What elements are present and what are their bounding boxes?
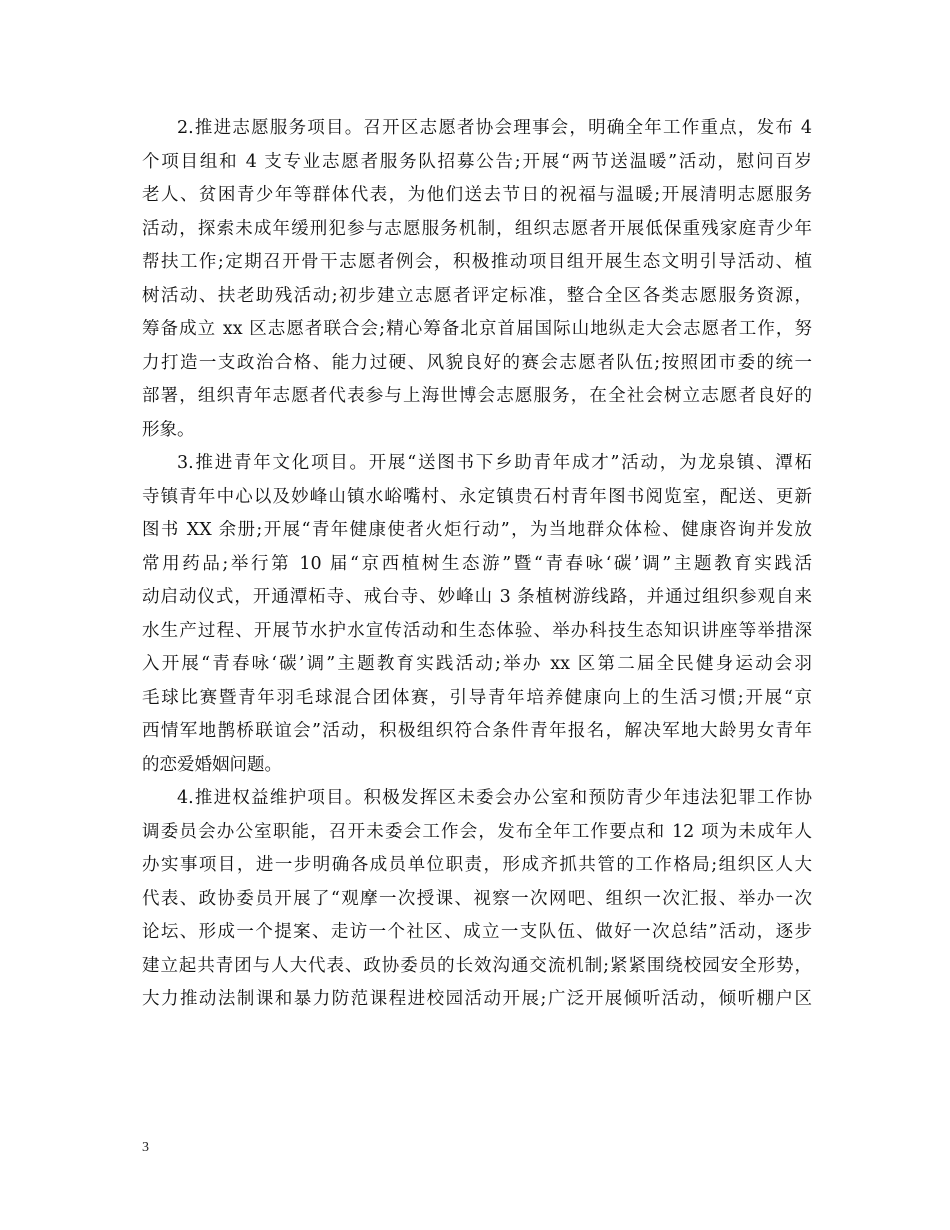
- text-line: 大力推动法制课和暴力防范课程进校园活动开展;广泛开展倾听活动，倾听棚户区: [142, 989, 812, 1009]
- paragraph-youth-culture: [142, 447, 812, 782]
- text-line: 3.推进青年文化项目。开展“送图书下乡助青年成才”活动，为龙泉镇、潭柘: [177, 453, 812, 473]
- text-line: 2.推进志愿服务项目。召开区志愿者协会理事会，明确全年工作重点，发布 4: [177, 118, 812, 138]
- text-line: 代表、政协委员开展了“观摩一次授课、视察一次网吧、组织一次汇报、举办一次: [142, 888, 812, 909]
- text-line: 调委员会办公室职能，召开未委会工作会，发布全年工作要点和 12 项为未成年人: [142, 821, 812, 842]
- text-line: 办实事项目，进一步明确各成员单位职责，形成齐抓共管的工作格局;组织区人大: [142, 855, 812, 875]
- text-line: 论坛、形成一个提案、走访一个社区、成立一支队伍、做好一次总结”活动，逐步: [142, 922, 812, 942]
- text-line: 建立起共青团与人大代表、政协委员的长效沟通交流机制;紧紧围绕校园安全形势，: [142, 955, 812, 976]
- text-line: 个项目组和 4 支专业志愿者服务队招募公告;开展“两节送温暖”活动，慰问百岁: [142, 151, 812, 172]
- text-line: 筹备成立 xx 区志愿者联合会;精心筹备北京首届国际山地纵走大会志愿者工作，努: [142, 319, 812, 339]
- text-line: 力打造一支政治合格、能力过硬、风貌良好的赛会志愿者队伍;按照团市委的统一: [142, 352, 812, 373]
- text-line: 毛球比赛暨青年羽毛球混合团体赛，引导青年培养健康向上的生活习惯;开展“京: [142, 687, 812, 708]
- text-line: 动启动仪式，开通潭柘寺、戒台寺、妙峰山 3 条植树游线路，并通过组织参观自来: [142, 587, 812, 607]
- text-line: 帮扶工作;定期召开骨干志愿者例会，积极推动项目组开展生态文明引导活动、植: [142, 252, 812, 272]
- text-line: 形象。: [142, 419, 195, 440]
- text-line: 老人、贫困青少年等群体代表，为他们送去节日的祝福与温暖;开展清明志愿服务: [142, 185, 812, 205]
- text-line: 常用药品;举行第 10 届“京西植树生态游”暨“青春咏‘碳’调”主题教育实践活: [142, 553, 812, 574]
- text-line: 入开展“青春咏‘碳’调”主题教育实践活动;举办 xx 区第二届全民健身运动会羽: [142, 654, 812, 674]
- paragraph-volunteer-service: [142, 112, 812, 447]
- text-line: 树活动、扶老助残活动;初步建立志愿者评定标准，整合全区各类志愿服务资源，: [142, 285, 812, 306]
- text-line: 4.推进权益维护项目。积极发挥区未委会办公室和预防青少年违法犯罪工作协: [177, 788, 812, 808]
- text-line: 活动，探索未成年缓刑犯参与志愿服务机制，组织志愿者开展低保重残家庭青少年: [142, 218, 812, 239]
- text-line: 部署，组织青年志愿者代表参与上海世博会志愿服务，在全社会树立志愿者良好的: [142, 386, 812, 406]
- text-line: 水生产过程、开展节水护水宣传活动和生态体验、举办科技生态知识讲座等举措深: [142, 620, 812, 641]
- text-line: 西情军地鹊桥联谊会”活动，积极组织符合条件青年报名，解决军地大龄男女青年: [142, 721, 812, 741]
- text-line: 寺镇青年中心以及妙峰山镇水峪嘴村、永定镇贵石村青年图书阅览室，配送、更新: [142, 486, 812, 507]
- document-body: [142, 112, 812, 1017]
- page-number: 3: [142, 1140, 149, 1155]
- paragraph-rights-protection: [142, 782, 812, 1017]
- text-line: 的恋爱婚姻问题。: [142, 754, 282, 775]
- text-line: 图书 XX 余册;开展“青年健康使者火炬行动”，为当地群众体检、健康咨询并发放: [142, 520, 812, 540]
